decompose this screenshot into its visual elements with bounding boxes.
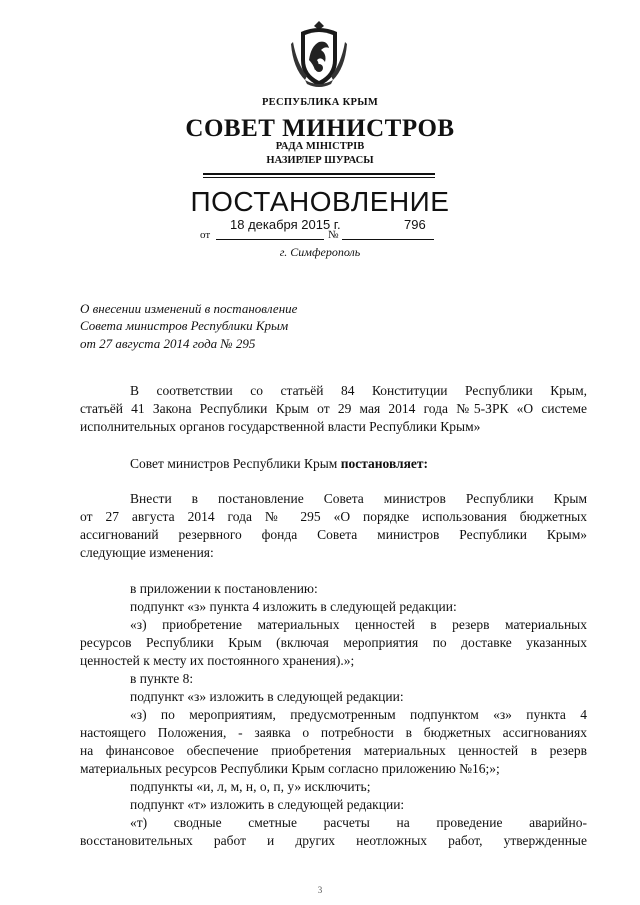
header-divider-thin <box>203 177 435 178</box>
intro-paragraph <box>80 490 587 562</box>
amendment-line: «з) приобретение материальных ценностей в резерв материальных <box>130 617 587 632</box>
date-underline <box>216 239 324 240</box>
amendment-line: ценностей к месту их постоянного хранения).»; <box>80 653 355 668</box>
number-underline <box>342 239 434 240</box>
subject-line: от 27 августа 2014 года № 295 <box>80 335 256 351</box>
amendment-line: ресурсов Республики Крым (включая мероприятия по доставке указанных <box>80 635 587 650</box>
decree-title: ПОСТАНОВЛЕНИЕ <box>190 186 450 217</box>
council-name: СОВЕТ МИНИСТРОВ <box>185 115 455 142</box>
preamble-line: исполнительных органов государственной власти Республики Крым» <box>80 419 481 434</box>
page-number: 3 <box>317 885 323 895</box>
decree-subject <box>80 300 297 352</box>
preamble-line: статьёй 41 Закона Республики Крым от 29 мая 2014 года №5-ЗРК «О системе <box>80 401 587 416</box>
resolves-paragraph <box>80 455 587 473</box>
header-divider-thick <box>203 173 435 175</box>
amendment-line: подпункт «т» изложить в следующей редакции: <box>130 797 405 812</box>
intro-line: Внести в постановление Совета министров Республики Крым <box>130 491 587 506</box>
amendment-line: на финансовое обеспечение приобретения материальных ценностей в резерв <box>80 743 587 758</box>
subject-line: О внесении изменений в постановление <box>80 301 298 316</box>
intro-line: от 27 августа 2014 года № 295 «О порядке использования бюджетных <box>80 509 587 524</box>
intro-line: ассигнований резервного фонда Совета министров Республики Крым» <box>80 527 587 542</box>
council-name-ukrainian: РАДА МІНІСТРІВ <box>275 141 365 152</box>
resolves-prefix: Совет министров Республики Крым <box>130 456 341 471</box>
preamble-paragraph <box>80 382 587 436</box>
amendment-line: материальных ресурсов Республики Крым согласно приложению №16;»; <box>80 761 500 776</box>
amendment-line: в пункте 8: <box>130 671 194 686</box>
intro-line: следующие изменения: <box>80 545 214 560</box>
subject-line: Совета министров Республики Крым <box>80 318 289 334</box>
preamble-line: В соответствии со статьёй 84 Конституции Республики Крым, <box>130 383 587 398</box>
resolves-verb: постановляет: <box>340 456 429 471</box>
republic-name: РЕСПУБЛИКА КРЫМ <box>261 97 379 108</box>
decree-city: г. Симферополь <box>279 245 361 259</box>
amendment-line: в приложении к постановлению: <box>130 581 318 596</box>
amendment-line: восстановительных работ и других неотложных работ, утвержденные <box>80 833 587 848</box>
amendment-line: настоящего Положения, - заявка о потребности в бюджетных ассигнованиях <box>80 725 587 740</box>
decree-number: 796 <box>404 217 426 232</box>
amendment-line: «з) по мероприятиям, предусмотренным подпунктом «з» пункта 4 <box>130 707 587 722</box>
amendment-line: подпункт «з» изложить в следующей редакции: <box>130 689 404 704</box>
amendment-line: «т) сводные сметные расчеты на проведение аварийно- <box>130 815 587 830</box>
date-prefix: от <box>200 229 211 241</box>
coat-of-arms-emblem <box>291 20 347 88</box>
decree-date: 18 декабря 2015 г. <box>230 217 341 232</box>
council-name-crimean-tatar: НАЗИРЛЕР ШУРАСЫ <box>266 155 374 166</box>
amendment-line: подпункты «и, л, м, н, о, п, у» исключить; <box>130 779 371 794</box>
amendment-line: подпункт «з» пункта 4 изложить в следующей редакции: <box>130 599 457 614</box>
number-sign: № <box>328 229 339 241</box>
amendments-section <box>80 580 587 850</box>
decree-date-line <box>200 217 440 241</box>
resolves-line <box>80 455 587 473</box>
